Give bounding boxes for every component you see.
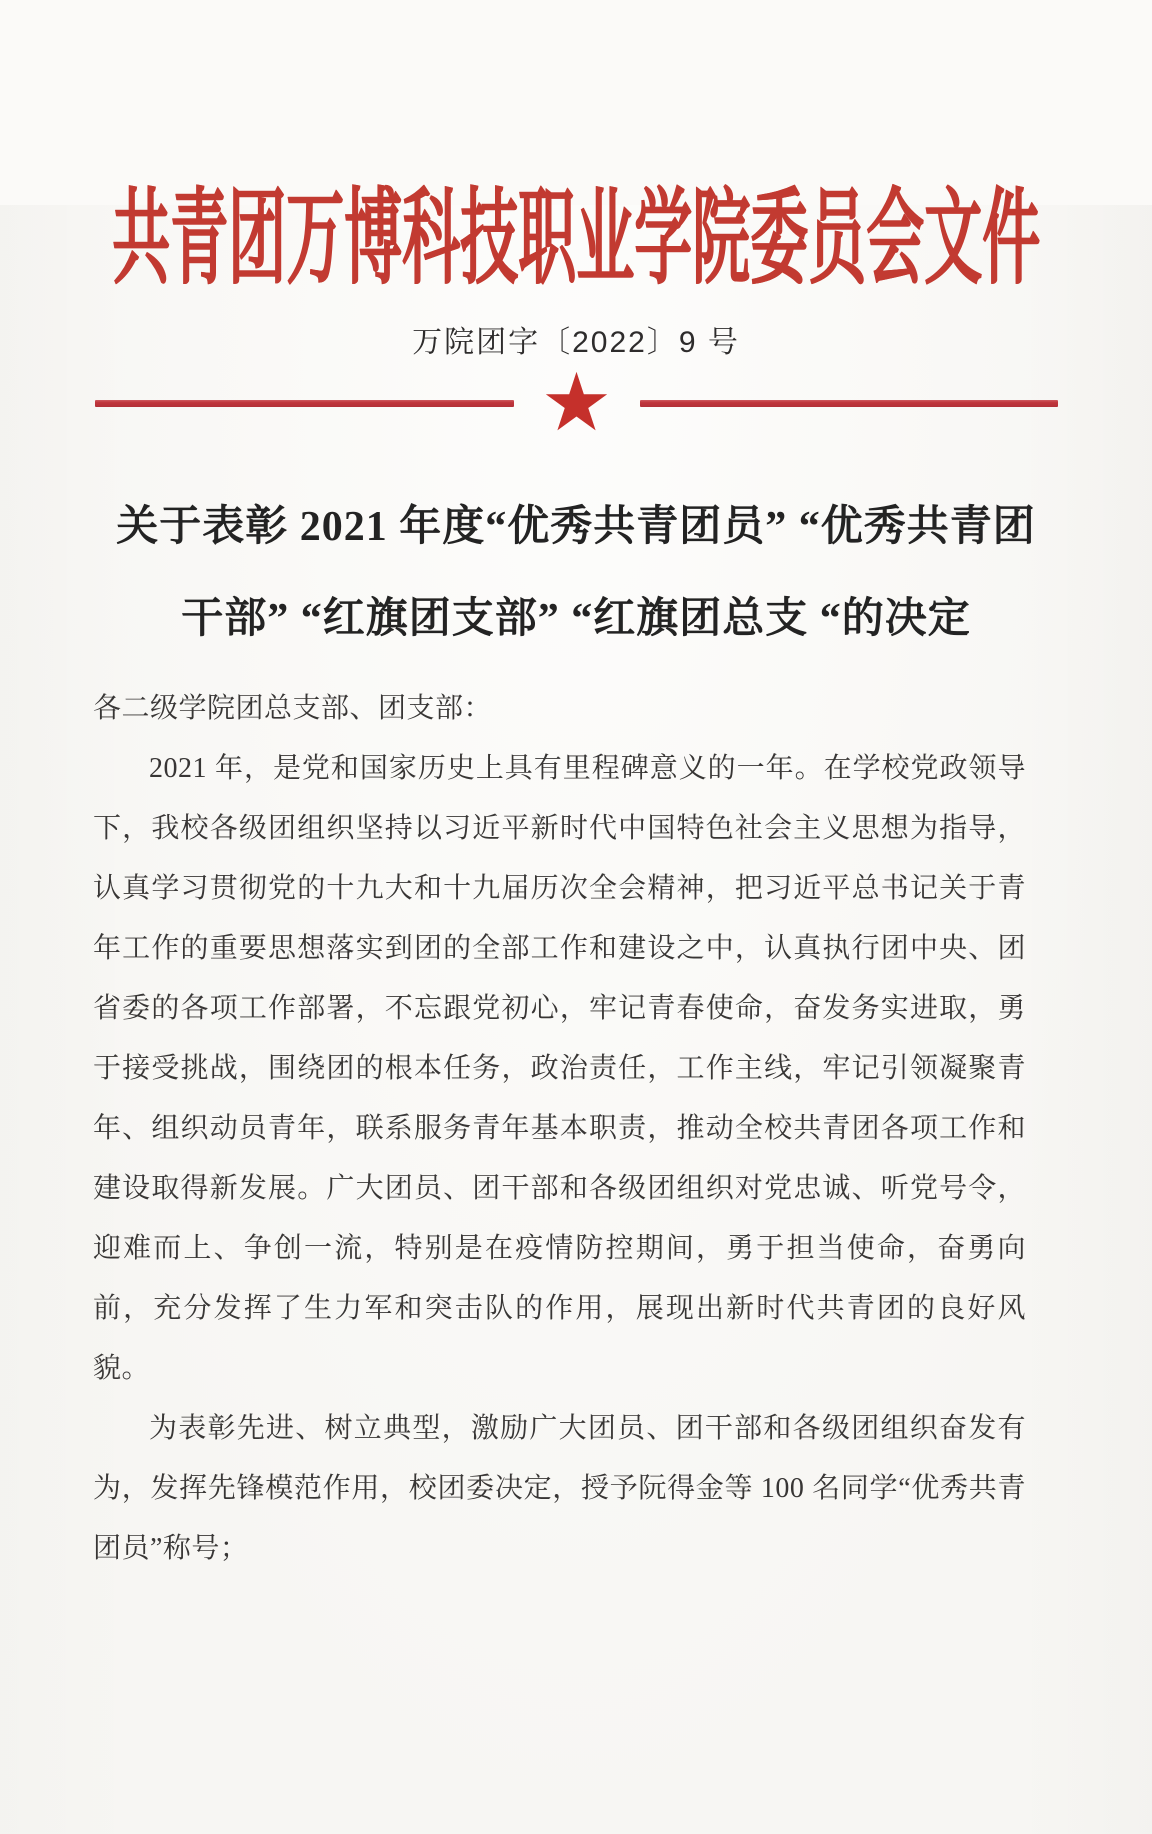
subject-title-line-2: 干部” “红旗团支部” “红旗团总支 “的决定	[181, 596, 971, 642]
document-body	[93, 679, 1026, 1579]
divider-line-right	[640, 400, 1059, 407]
divider-line-left	[95, 400, 514, 407]
subject-title-line-1: 关于表彰 2021 年度“优秀共青团员” “优秀共青团	[116, 504, 1036, 550]
document-masthead-title: 共青团万博科技职业学院委员会文件	[111, 180, 1040, 298]
salutation: 各二级学院团总支部、团支部：	[93, 693, 493, 724]
body-paragraph: 2021 年，是党和国家历史上具有里程碑意义的一年。在学校党政领导下，我校各级团组织坚持以习近平新时代中国特色社会主义思想为指导，认真学习贯彻党的十九大和十九届历次全会精神，把习近平总书记关于青年工作的重要思想落实到团的全部工作和建设之中，认真执行团中央、团省委的各项工作部署，不忘跟党初心，牢记青春使命，奋发务实进取，勇于接受挑战，围绕团的根本任务，政治责任，工作主线，牢记引领凝聚青年、组织动员青年，联系服务青年基本职责，推动全校共青团各项工作和建设取得新发展。广大团员、团干部和各级团组织对党忠诚、听党号令，迎难而上、争创一流，特别是在疫情防控期间，勇于担当使命，奋勇向前，充分发挥了生力军和突击队的作用，展现出新时代共青团的良好风貌。	[93, 753, 1026, 1384]
body-paragraph: 为表彰先进、树立典型，激励广大团员、团干部和各级团组织奋发有为，发挥先锋模范作用，校团委决定，授予阮得金等 100 名同学“优秀共青团员”称号；	[93, 1413, 1026, 1564]
document-page	[0, 180, 1152, 1834]
body-paragraphs	[93, 739, 1026, 1579]
document-number: 万院团字〔2022〕9 号	[412, 326, 740, 359]
red-divider	[95, 368, 1058, 441]
red-star-icon: ★	[543, 368, 610, 441]
document-subject-title	[0, 481, 1152, 665]
